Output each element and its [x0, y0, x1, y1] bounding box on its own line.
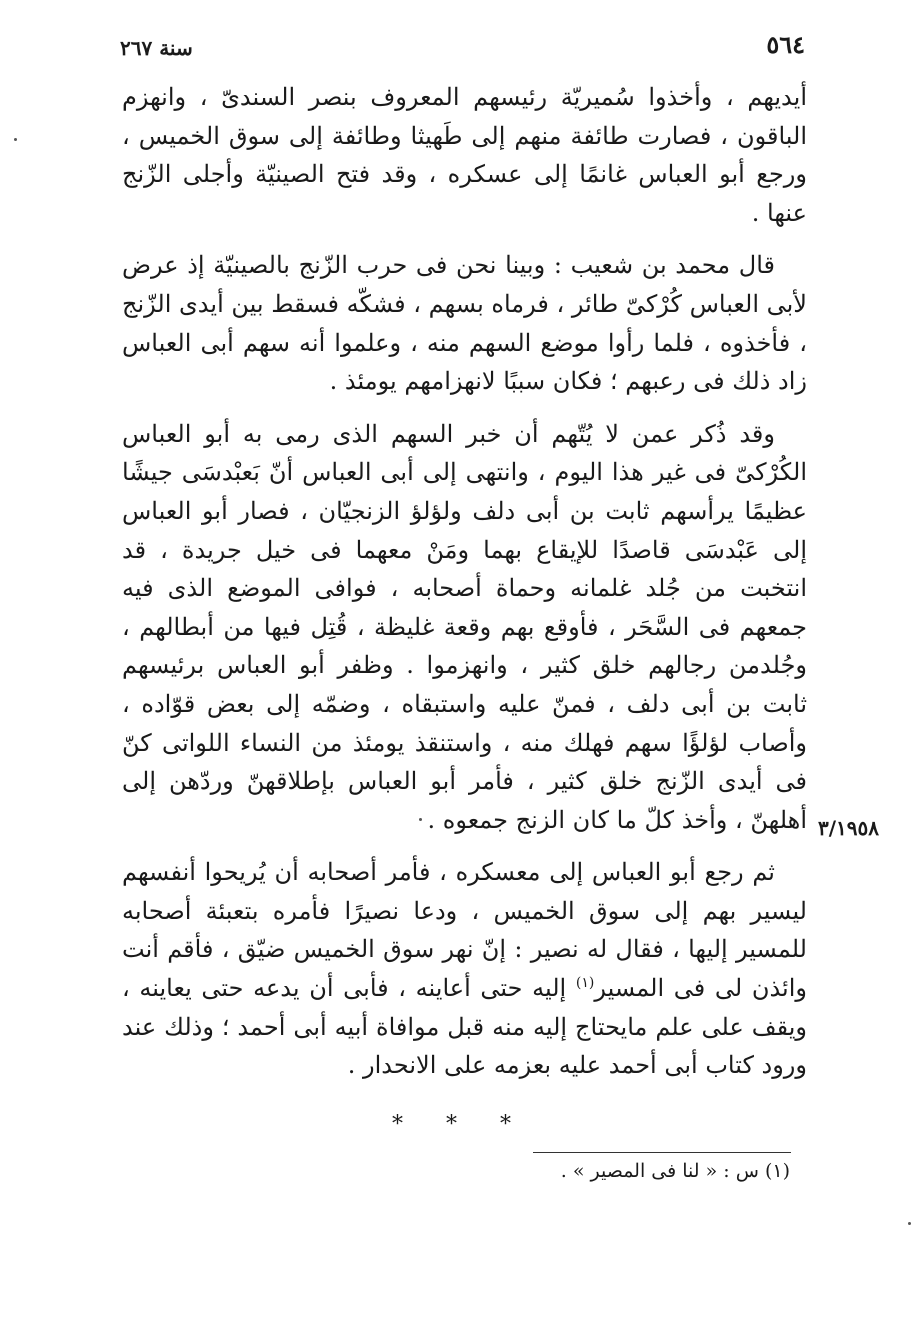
scan-speck — [908, 1222, 911, 1225]
paragraph-3: وقد ذُكر عمن لا يُتّهم أن خبر السهم الذى رمى به أبو العباس الكُرْكىّ فى غير هذا اليوم ، وانتهى إلى أبى العباس أنّ بَعبْدسَى جيشًا عظيمًا يرأسهم ثابت بن أبى دلف ولؤلؤ الزنجيّان ، فصار أبو العباس إلى عَبْدسَى قاصدًا للإيقاع بهما ومَنْ معهما فى خيل جريدة ، قد انتخبت من جُلد غلمانه وحماة أصحابه ، فوافى الموضع الذى فيه جمعهم فى السَّحَر ، فأوقع بهم وقعة غليظة ، قُتِل فيها من أبطالهم ، وجُلدمن رجالهم خلق كثير ، وانهزموا . وظفر أبو العباس برئيسهم ثابت بن أبى دلف ، فمنّ عليه واستبقاه ، وضمّه إلى بعض قوّاده ، وأصاب لؤلؤًا سهم فهلك منه ، واستنقذ يومئذ من النساء اللواتى كنّ فى أيدى الزّنج خلق كثير ، فأمر أبو العباس بإطلاقهنّ وردّهن إلى أهلهنّ ، وأخذ كلّ ما كان الزنج جمعوه . — [122, 419, 808, 834]
margin-reference: ٣/١٩٥٨ — [818, 816, 880, 840]
main-text — [122, 78, 807, 1099]
footnote-reference[interactable]: (١) — [575, 975, 595, 992]
footnote: (١) س : « لنا فى المصير » . — [560, 1160, 790, 1182]
page-header — [120, 30, 805, 70]
paragraph-4 — [122, 853, 807, 1085]
scan-speck — [419, 818, 422, 821]
paragraph-1: أيديهم ، وأخذوا سُميريّة رئيسهم المعروف بنصر السندىّ ، وانهزم الباقون ، فصارت طائفة منهم إلى طَهيثا وطائفة إلى سوق الخميس ، ورجع أبو العباس غانمًا إلى عسكره ، وقد فتح الصينيّة وأجلى الزّنج عنها . — [122, 83, 807, 227]
running-head-year: سنة ٢٦٧ — [120, 36, 193, 60]
paragraph-4-continuation: إليه حتى أعاينه ، فأبى أن يدعه حتى يعاينه ، ويقف على علم مايحتاج إليه منه قبل موافاة أبيه أبى أحمد ؛ وذلك عند ورود كتاب أبى أحمد عليه بعزمه على الانحدار . — [122, 974, 807, 1080]
scan-speck — [14, 138, 17, 141]
paragraph-2: قال محمد بن شعيب : وبينا نحن فى حرب الزّنج بالصينيّة إذ عرض لأبى العباس كُرْكىّ طائر ، فرماه بسهم ، فشكّه فسقط بين أيدى الزّنج ، فأخذوه ، فلما رأوا موضع السهم منه ، وعلموا أنه سهم أبى العباس زاد ذلك فى رعبهم ؛ فكان سببًا لانهزامهم يومئذ . — [122, 251, 807, 396]
footnote-divider — [533, 1152, 791, 1153]
section-separator: * * * — [392, 1112, 529, 1137]
paragraph-4-text: ثم رجع أبو العباس إلى معسكره ، فأمر أصحابه أن يُريحوا أنفسهم ليسير بهم إلى سوق الخميس ، ودعا نصيرًا فأمره بتعبئة أصحابه للمسير إليها ، فقال له نصير : إنّ نهر سوق الخميس ضيّق ، فأقم أنت وائذن لى فى المسير — [122, 858, 807, 1003]
page-number: ٥٦٤ — [766, 30, 805, 59]
